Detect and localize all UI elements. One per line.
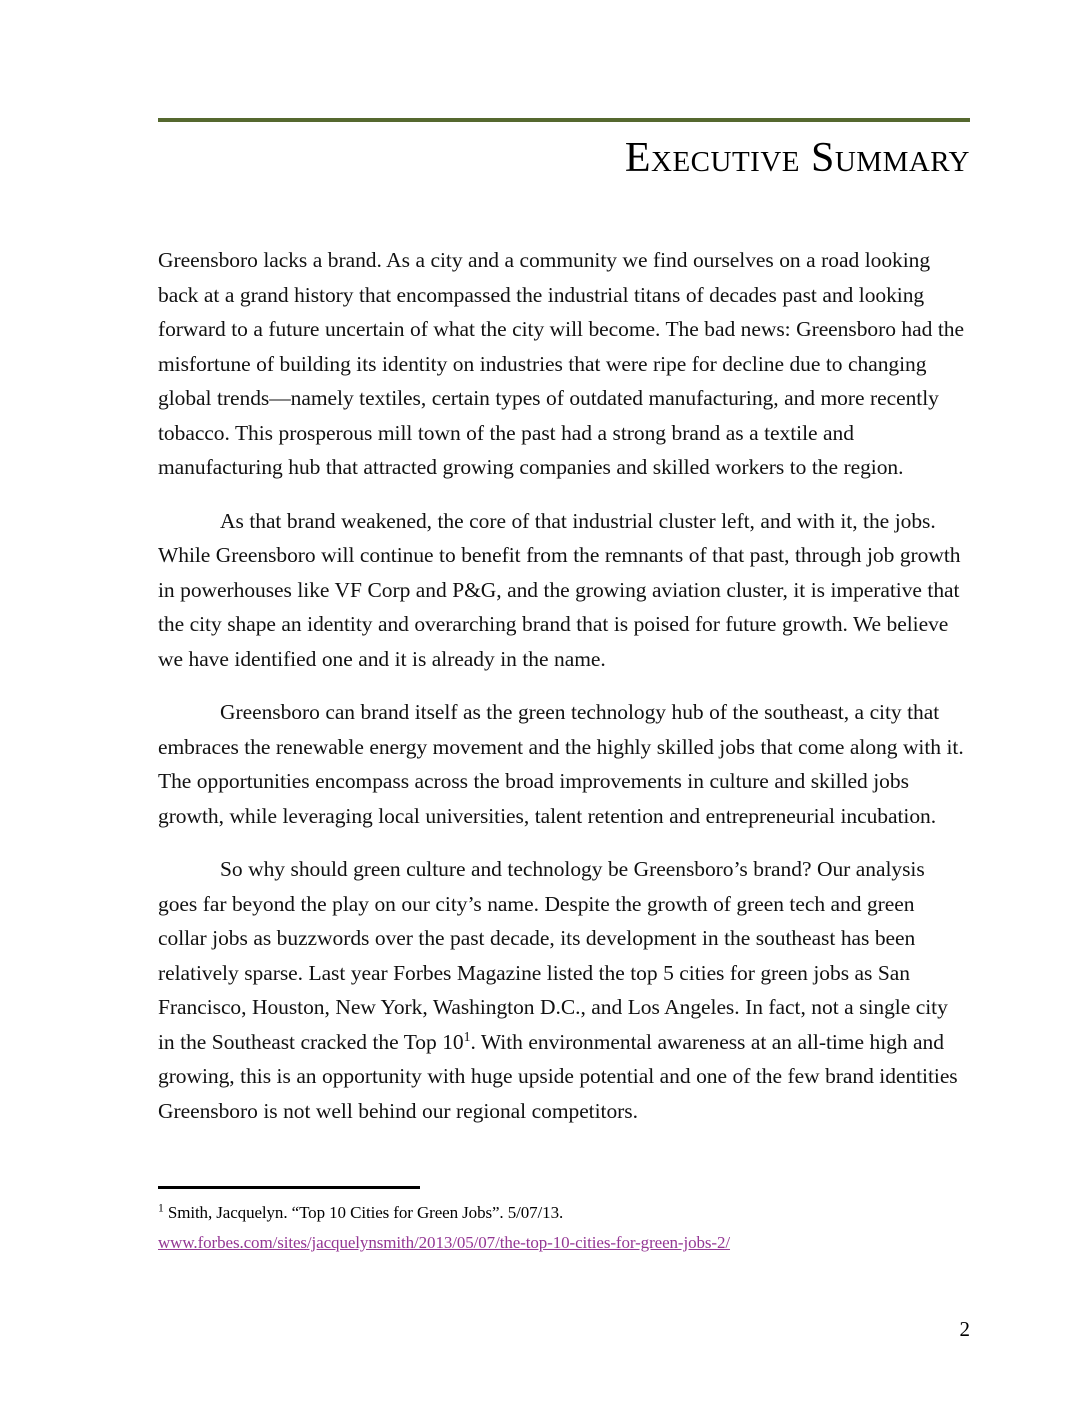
paragraph-4-text-after-footnote-ref: . With environmental awareness at an all-time high and growing, this is an opportunity with huge upside potential and one of the few brand identities Greensboro is not well behind our regional competitors. [158,1029,958,1123]
page-number: 2 [959,1317,970,1341]
paragraph-4-text-before-footnote-ref: So why should green culture and technology be Greensboro’s brand? Our analysis goes far beyond the play on our city’s name. Despite the growth of green tech and green collar jobs as buzzwords over the past decade, its development in the southeast has been relatively sparse. Last year Forbes Magazine listed the top 5 cities for green jobs as San Francisco, Houston, New York, Washington D.C., and Los Angeles. In fact, not a single city in the Southeast cracked the Top 10 [158,857,948,1054]
footnote-number-marker: 1 [158,1201,164,1215]
header-divider-rule [158,118,970,122]
footnote-separator-rule [158,1186,420,1189]
footnote-section [158,1186,968,1256]
paragraph-4 [158,852,968,1128]
page-title: Executive Summary [624,135,970,181]
paragraph-2: As that brand weakened, the core of that industrial cluster left, and with it, the jobs. While Greensboro will continue to benefit from the remnants of that past, through job growth in powerhouses like VF Corp and P&G, and the growing aviation cluster, it is imperative that the city shape an identity and overarching brand that is poised for future growth. We believe we have identified one and it is already in the name. [158,508,961,671]
footnote-citation-text: Smith, Jacquelyn. “Top 10 Cities for Green Jobs”. 5/07/13. [163,1203,564,1222]
paragraph-3: Greensboro can brand itself as the green technology hub of the southeast, a city that embraces the renewable energy movement and the highly skilled jobs that come along with it. The opportunities encompass across the broad improvements in culture and skilled jobs growth, while leveraging local universities, talent retention and entrepreneurial incubation. [158,700,964,828]
paragraph-1: Greensboro lacks a brand. As a city and a community we find ourselves on a road looking back at a grand history that encompassed the industrial titans of decades past and looking forward to a future uncertain of what the city will become. The bad news: Greensboro had the misfortune of building its identity on industries that were ripe for decline due to changing global trends—namely textiles, certain types of outdated manufacturing, and more recently tobacco. This prosperous mill town of the past had a strong brand as a textile and manufacturing hub that attracted growing companies and skilled workers to the region. [158,248,964,479]
document-body [158,243,968,1128]
footnote-reference-marker[interactable]: 1 [463,1028,471,1044]
footnote-citation [158,1199,968,1226]
footnote-source-link[interactable]: www.forbes.com/sites/jacquelynsmith/2013/05/07/the-top-10-cities-for-green-jobs-2/ [158,1233,731,1252]
page-header [158,118,970,181]
